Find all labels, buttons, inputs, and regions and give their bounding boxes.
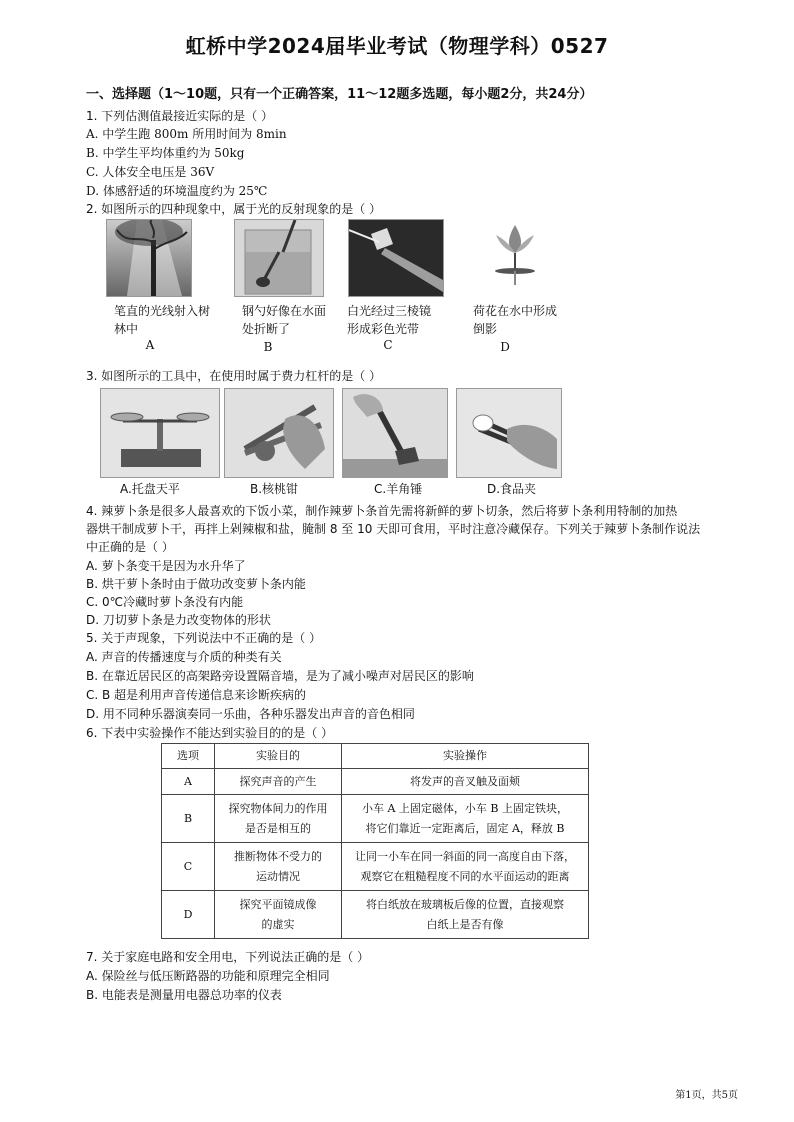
photo-nutcracker [224,388,334,478]
q5-option-d: D. 用不同种乐器演奏同一乐曲，各种乐器发出声音的音色相同 [86,707,415,721]
row-goal [215,769,342,795]
q4-option-c: C. 0℃冷藏时萝卜条没有内能 [86,595,244,609]
table-row [162,843,589,891]
question-6-stem: 6. 下表中实验操作不能达到实验目的的是（ ） [86,726,334,740]
goal-line: 是否是相互的 [245,821,311,835]
q1-option-d: D. 体感舒适的环境温度约为 25℃ [86,184,268,198]
goal-line: 探究平面镜成像 [239,897,317,911]
operation-line: 让同一小车在同一斜面的同一高度自由下落， [355,849,575,863]
photo-light-through-forest [106,219,192,297]
question-1-stem: 1. 下列估测值最接近实际的是（ ） [86,109,274,123]
q2-caption-b: 钢勺好像在水面处折断了 [242,304,327,336]
q1-option-b: B. 中学生平均体重约为 50kg [86,146,245,160]
photo-food-tongs [456,388,562,478]
q4-option-d: D. 刀切萝卜条是力改变物体的形状 [86,613,271,627]
row-option: B [162,795,215,843]
q1-option-c: C. 人体安全电压是 36V [86,165,215,179]
q1-option-a: A. 中学生跑 800m 所用时间为 8min [86,127,287,141]
table-header-row [162,744,589,769]
q2-caption-a: 笔直的光线射入树林中 [114,304,211,336]
experiment-table [161,743,589,939]
row-option: D [162,891,215,939]
q3-label-b: B.核桃钳 [250,482,299,496]
goal-line: 推断物体不受力的 [234,849,322,863]
photo-spoon-in-water [234,219,324,297]
goal-line: 探究声音的产生 [239,774,317,788]
q7-option-a: A. 保险丝与低压断路器的功能和原理完全相同 [86,969,330,983]
photo-balance-scale [100,388,220,478]
goal-line: 的虚实 [261,917,295,931]
q4-option-b: B. 烘干萝卜条时由于做功改变萝卜条内能 [86,577,306,591]
row-operation [342,891,589,939]
q2-label-b: B [263,340,273,354]
q3-label-a: A.托盘天平 [120,482,180,496]
row-operation [342,769,589,795]
table-row [162,891,589,939]
row-goal [215,891,342,939]
page-number: 第1页，共5页 [675,1090,738,1101]
operation-line: 白纸上是否有像 [426,917,504,931]
operation-line: 将白纸放在玻璃板后像的位置，直接观察 [366,897,564,911]
page-title: 虹桥中学2024届毕业考试（物理学科）0527 [185,34,609,58]
q7-option-b: B. 电能表是测量用电器总功率的仪表 [86,988,282,1002]
q5-option-c: C. B 超是利用声音传递信息来诊断疾病的 [86,688,307,702]
goal-line: 运动情况 [256,869,300,883]
question-7-stem: 7. 关于家庭电路和安全用电，下列说法正确的是（ ） [86,950,370,964]
row-option: A [162,769,215,795]
q4-option-a: A. 萝卜条变干是因为水升华了 [86,559,246,573]
operation-line: 小车 A 上固定磁体，小车 B 上固定铁块， [361,801,568,815]
row-goal [215,843,342,891]
q5-option-a: A. 声音的传播速度与介质的种类有关 [86,650,282,664]
row-operation [342,795,589,843]
row-operation [342,843,589,891]
photo-prism-dispersion [348,219,444,297]
row-goal [215,795,342,843]
row-option: C [162,843,215,891]
question-4-stem-line-1: 4. 辣萝卜条是很多人最喜欢的下饭小菜，制作辣萝卜条首先需将新鲜的萝卜切条，然后将萝卜条利用特制的加热 [86,504,678,518]
question-3-stem: 3. 如图所示的工具中，在使用时属于费力杠杆的是（ ） [86,369,382,383]
q3-label-c: C.羊角锤 [374,482,423,496]
photo-lotus-reflection [468,219,562,295]
header-option: 选项 [162,744,215,769]
operation-line: 将它们靠近一定距离后，固定 A，释放 B [365,821,565,835]
question-5-stem: 5. 关于声现象，下列说法中不正确的是（ ） [86,631,322,645]
table-row [162,769,589,795]
header-operation: 实验操作 [342,744,589,769]
q2-label-d: D [500,340,510,354]
header-goal: 实验目的 [215,744,342,769]
question-4-stem-line-2: 器烘干制成萝卜干，再拌上剁辣椒和盐，腌制 8 至 10 天即可食用，平时注意冷藏保存。下列关于辣萝卜条制作说法 [86,522,701,536]
q2-label-c: C [383,338,393,352]
table-row [162,795,589,843]
q2-caption-d: 荷花在水中形成倒影 [473,304,558,336]
question-2-stem: 2. 如图所示的四种现象中，属于光的反射现象的是（ ） [86,202,382,216]
q2-caption-c: 白光经过三棱镜形成彩色光带 [347,304,432,336]
goal-line: 探究物体间力的作用 [228,801,328,815]
operation-line: 观察它在粗糙程度不同的水平面运动的距离 [360,869,570,883]
q5-option-b: B. 在靠近居民区的高架路旁设置隔音墙，是为了减小噪声对居民区的影响 [86,669,474,683]
photo-claw-hammer [342,388,448,478]
q3-label-d: D.食品夹 [487,482,537,496]
question-4-stem-line-3: 中正确的是（ ） [86,540,174,554]
q2-label-a: A [145,338,155,352]
section-heading: 一、选择题（1～10题，只有一个正确答案，11～12题多选题，每小题2分，共24分） [86,87,593,102]
operation-line: 将发声的音叉触及面颊 [410,774,520,788]
